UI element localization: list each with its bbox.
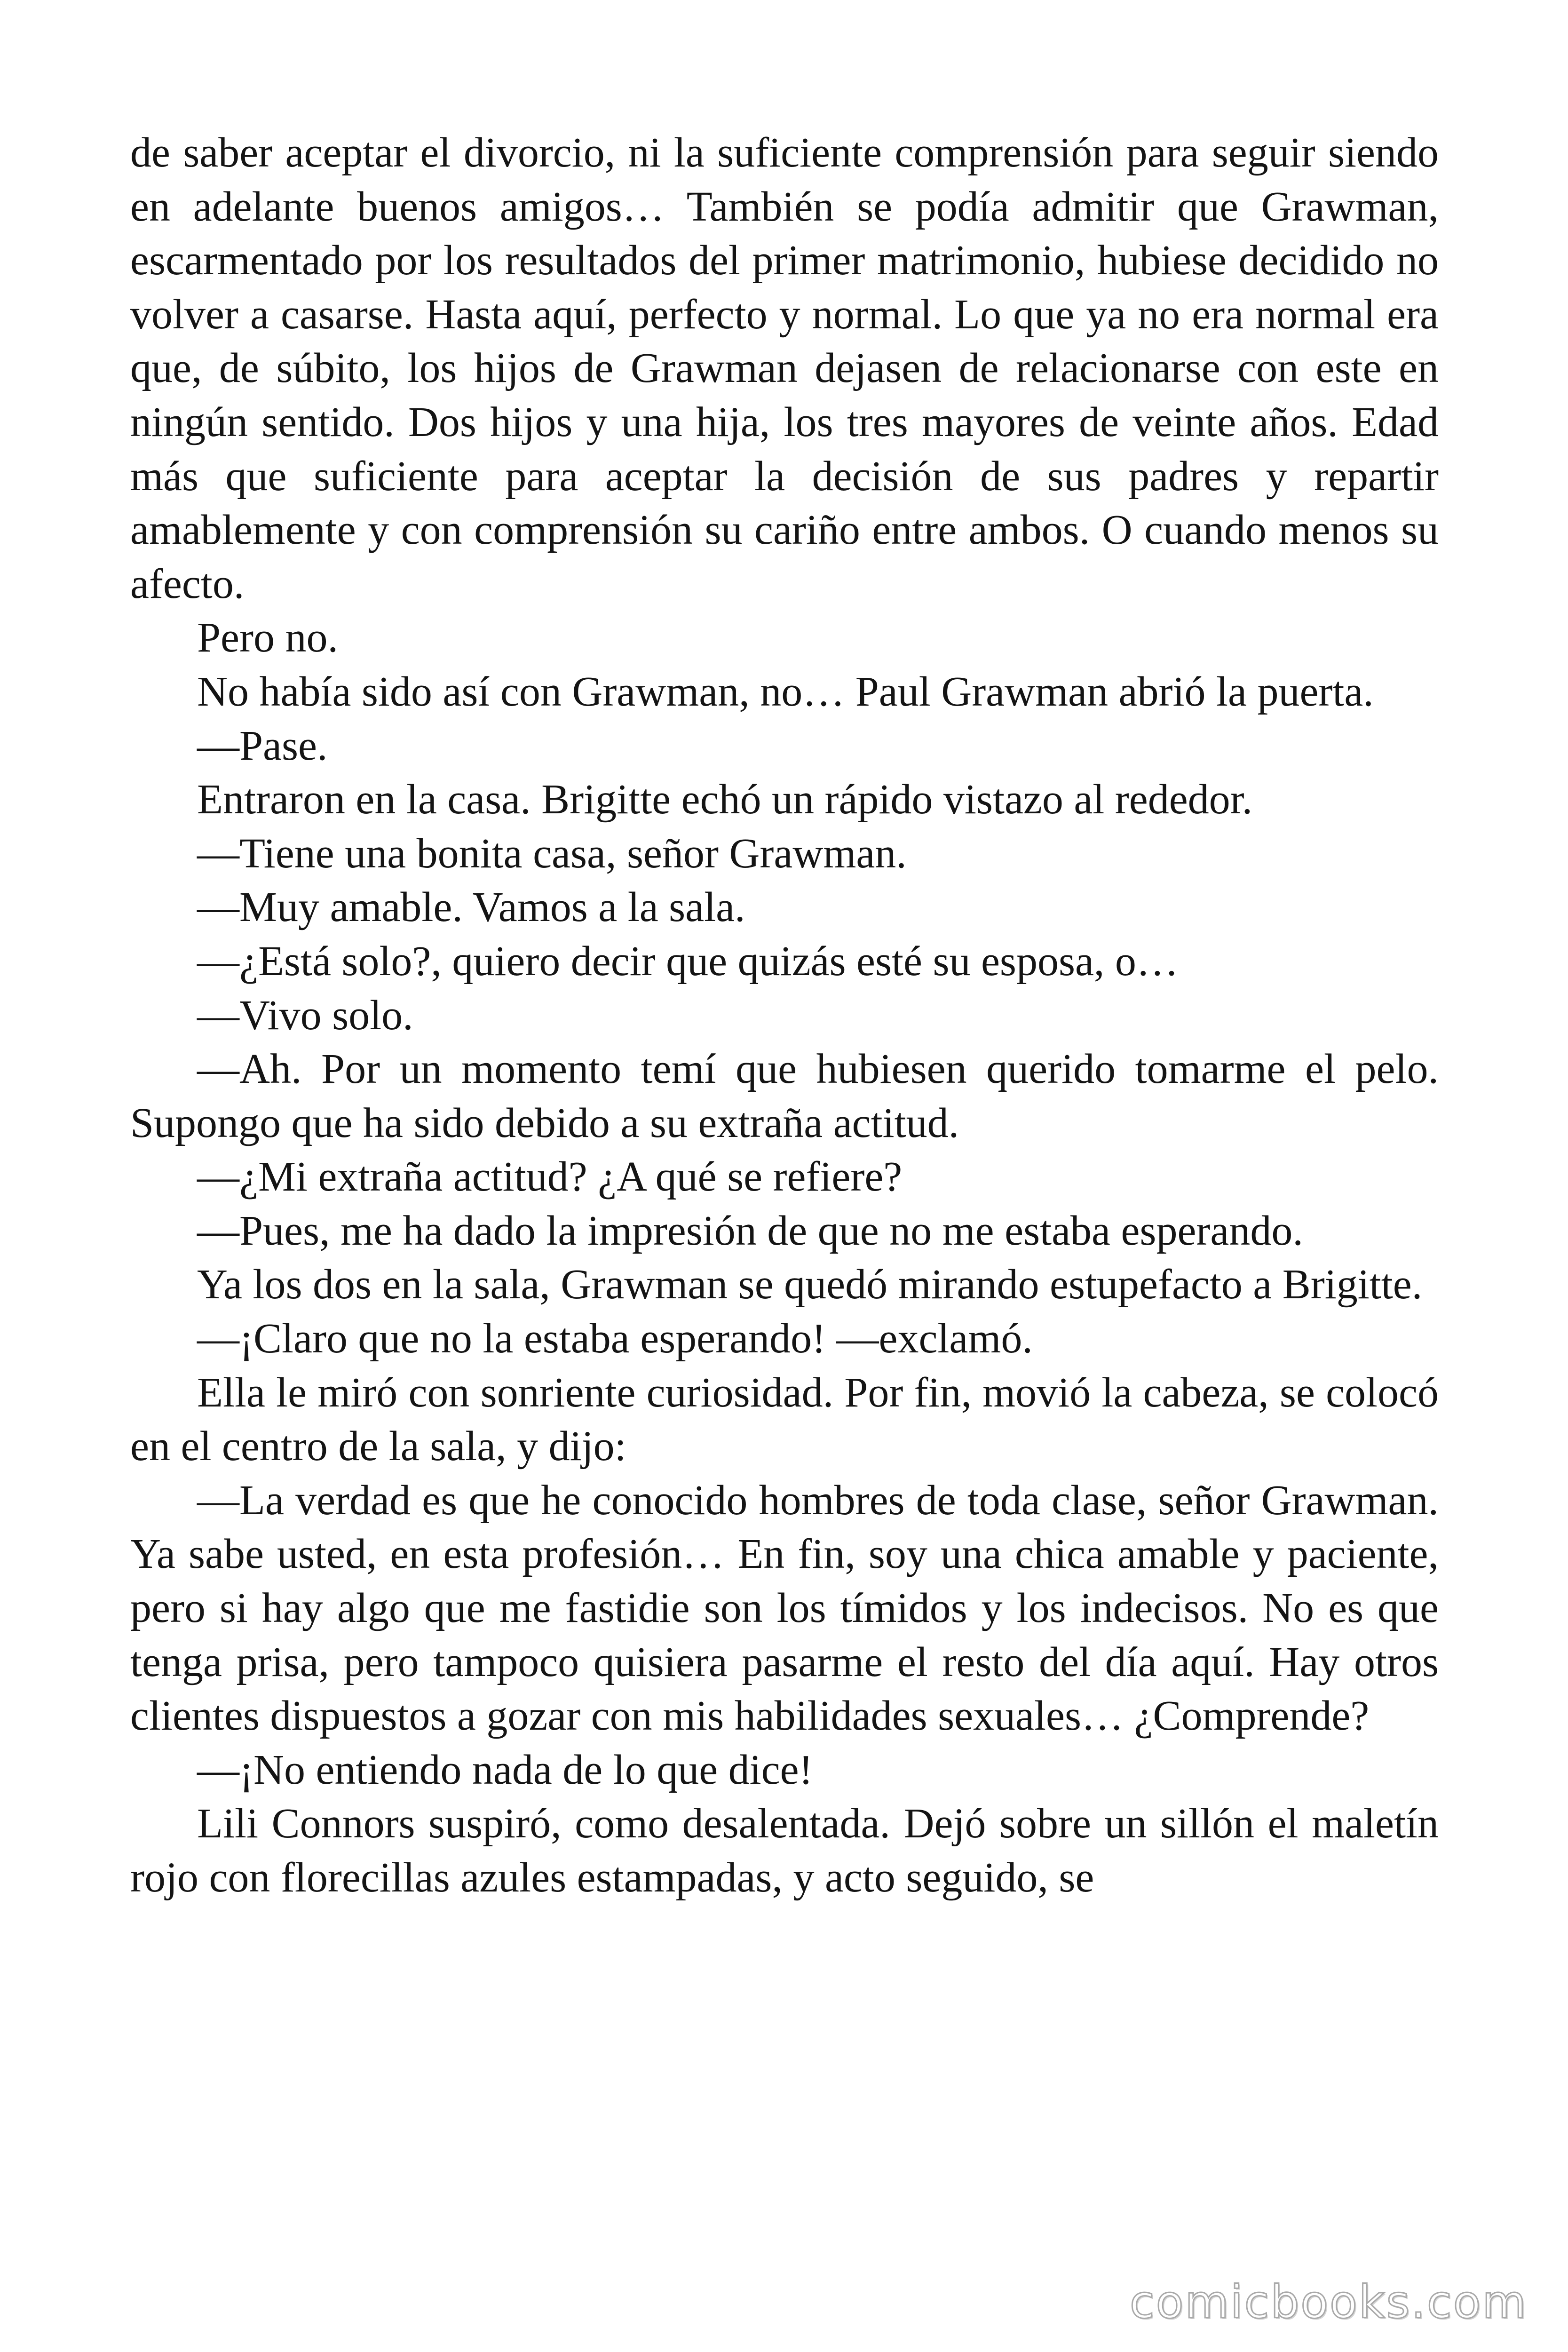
paragraph: —¡No entiendo nada de lo que dice! xyxy=(197,1746,813,1793)
paragraph: —¿Mi extraña actitud? ¿A qué se refiere? xyxy=(197,1153,903,1200)
paragraph: —¿Está solo?, quiero decir que quizás esté su esposa, o… xyxy=(197,938,1179,985)
paragraph: —¡Claro que no la estaba esperando! —exclamó. xyxy=(197,1315,1033,1362)
paragraph: —Pues, me ha dado la impresión de que no me estaba esperando. xyxy=(197,1207,1303,1254)
body-text xyxy=(130,126,1439,1905)
paragraph: —Vivo solo. xyxy=(197,992,413,1039)
paragraph: —Ah. Por un momento temí que hubiesen querido tomarme el pelo. Supongo que ha sido debido a su extraña actitud. xyxy=(130,1046,1439,1146)
paragraph: Entraron en la casa. Brigitte echó un rápido vistazo al rededor. xyxy=(197,776,1253,823)
paragraph: —La verdad es que he conocido hombres de toda clase, señor Grawman. Ya sabe usted, en esta profesión… En fin, soy una chica amable y paciente, pero si hay algo que me fastidie son los tímidos y los indecisos. No es que tenga prisa, pero tampoco quisiera pasarme el resto del día aquí. Hay otros clientes dispuestos a gozar con mis habilidades sexuales… ¿Comprende? xyxy=(130,1477,1439,1740)
paragraph: —Muy amable. Vamos a la sala. xyxy=(197,884,745,931)
paragraph: Ella le miró con sonriente curiosidad. Por fin, movió la cabeza, se colocó en el centro de la sala, y dijo: xyxy=(130,1369,1439,1470)
paragraph: —Tiene una bonita casa, señor Grawman. xyxy=(197,830,907,877)
paragraph: de saber aceptar el divorcio, ni la suficiente comprensión para seguir siendo en adelante buenos amigos… También se podía admitir que Grawman, escarmentado por los resultados del primer matrimonio, hubiese decidido no volver a casarse. Hasta aquí, perfecto y normal. Lo que ya no era normal era que, de súbito, los hijos de Grawman dejasen de relacionarse con este en ningún sentido. Dos hijos y una hija, los tres mayores de veinte años. Edad más que suficiente para aceptar la decisión de sus padres y repartir amablemente y con comprensión su cariño entre ambos. O cuando menos su afecto. xyxy=(130,129,1439,607)
paragraph: Lili Connors suspiró, como desalentada. Dejó sobre un sillón el maletín rojo con florecillas azules estampadas, y acto seguido, se xyxy=(130,1800,1439,1901)
watermark: comicbooks.com xyxy=(1129,2276,1528,2328)
paragraph: Pero no. xyxy=(197,614,338,661)
paragraph: Ya los dos en la sala, Grawman se quedó mirando estupefacto a Brigitte. xyxy=(197,1261,1423,1308)
paragraph: —Pase. xyxy=(197,722,328,769)
paragraph: No había sido así con Grawman, no… Paul Grawman abrió la puerta. xyxy=(197,668,1374,715)
